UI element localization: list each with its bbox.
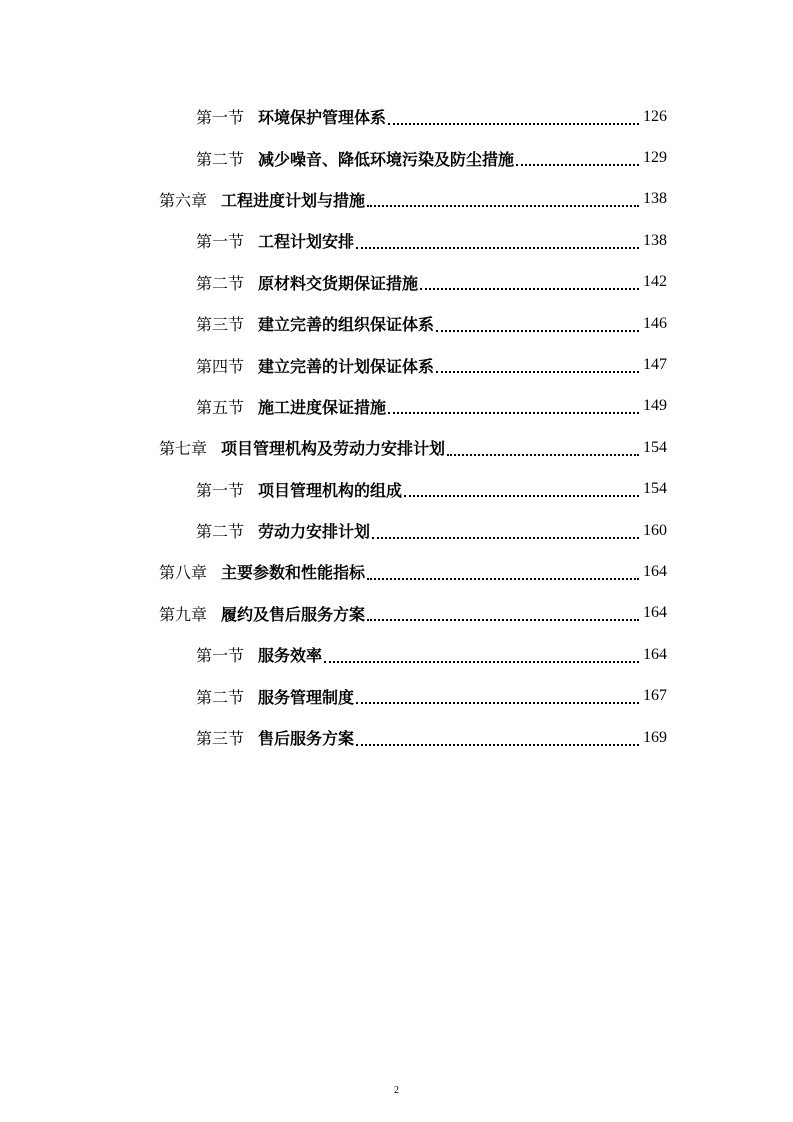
toc-entry[interactable]: [0, 675, 793, 716]
dot-leader: [367, 205, 639, 207]
toc-entry-number: 第三节: [196, 315, 245, 335]
toc-entry[interactable]: [0, 551, 793, 592]
toc-entry-number: 第七章: [159, 439, 208, 459]
toc-entry-title: 履约及售后服务方案: [221, 604, 366, 624]
dot-leader: [404, 495, 639, 497]
toc-entry-number: 第一节: [196, 480, 245, 500]
toc-entry-page: 142: [643, 273, 667, 291]
toc-entry[interactable]: [0, 386, 793, 427]
toc-entry-number: 第二节: [196, 522, 245, 542]
toc-entry-title: 工程进度计划与措施: [221, 190, 366, 210]
dot-leader: [436, 371, 639, 373]
toc-entry-page: 149: [643, 397, 667, 415]
toc-entry-page: 138: [643, 190, 667, 208]
toc-entry-page: 146: [643, 314, 667, 332]
toc-entry-number: 第二节: [196, 149, 245, 169]
toc-entry-title: 项目管理机构的组成: [258, 480, 403, 500]
toc-entry[interactable]: [0, 220, 793, 261]
toc-entry-title: 项目管理机构及劳动力安排计划: [221, 439, 446, 459]
page-number: 2: [394, 1085, 399, 1096]
toc-entry-page: 129: [643, 149, 667, 167]
toc-entry-page: 138: [643, 231, 667, 249]
toc-entry-title: 售后服务方案: [258, 729, 355, 749]
toc-entry[interactable]: [0, 510, 793, 551]
toc-entry-title: 服务效率: [258, 646, 323, 666]
toc-entry-page: 169: [643, 728, 667, 746]
dot-leader: [356, 744, 639, 746]
toc-entry-number: 第二节: [196, 687, 245, 707]
toc-entry[interactable]: [0, 303, 793, 344]
toc-entry-title: 建立完善的计划保证体系: [258, 356, 435, 376]
toc-entry-number: 第一节: [196, 646, 245, 666]
toc-entry-page: 164: [643, 562, 667, 580]
toc-entry-number: 第三节: [196, 729, 245, 749]
toc-entry-number: 第一节: [196, 108, 245, 128]
dot-leader: [367, 578, 639, 580]
dot-leader: [420, 288, 639, 290]
toc-entry[interactable]: [0, 634, 793, 675]
toc-entry-number: 第八章: [159, 563, 208, 583]
toc-entry-title: 减少噪音、降低环境污染及防尘措施: [258, 149, 515, 169]
toc-entry-page: 147: [643, 356, 667, 374]
table-of-contents: [0, 96, 793, 758]
toc-entry[interactable]: [0, 593, 793, 634]
toc-entry-number: 第九章: [159, 604, 208, 624]
toc-entry-title: 主要参数和性能指标: [221, 563, 366, 583]
toc-entry-number: 第六章: [159, 190, 208, 210]
toc-entry-title: 劳动力安排计划: [258, 522, 371, 542]
dot-leader: [367, 619, 639, 621]
dot-leader: [372, 537, 639, 539]
toc-entry[interactable]: [0, 344, 793, 385]
toc-entry[interactable]: [0, 427, 793, 468]
toc-entry-title: 建立完善的组织保证体系: [258, 315, 435, 335]
toc-entry[interactable]: [0, 96, 793, 137]
toc-entry-page: 154: [643, 480, 667, 498]
toc-entry-page: 126: [643, 107, 667, 125]
toc-entry[interactable]: [0, 137, 793, 178]
toc-entry-title: 环境保护管理体系: [258, 108, 387, 128]
dot-leader: [436, 330, 639, 332]
toc-entry[interactable]: [0, 262, 793, 303]
toc-entry-number: 第五节: [196, 397, 245, 417]
dot-leader: [324, 661, 639, 663]
toc-entry-number: 第一节: [196, 232, 245, 252]
toc-entry-number: 第四节: [196, 356, 245, 376]
toc-entry-title: 原材料交货期保证措施: [258, 273, 419, 293]
toc-entry-title: 工程计划安排: [258, 232, 355, 252]
toc-entry[interactable]: [0, 469, 793, 510]
dot-leader: [356, 247, 639, 249]
dot-leader: [447, 454, 639, 456]
dot-leader: [388, 123, 639, 125]
toc-entry-page: 164: [643, 604, 667, 622]
toc-entry-title: 服务管理制度: [258, 687, 355, 707]
dot-leader: [516, 164, 639, 166]
toc-entry[interactable]: [0, 179, 793, 220]
toc-entry-page: 154: [643, 438, 667, 456]
toc-entry-title: 施工进度保证措施: [258, 397, 387, 417]
toc-entry-number: 第二节: [196, 273, 245, 293]
dot-leader: [388, 412, 639, 414]
toc-entry-page: 164: [643, 645, 667, 663]
toc-entry[interactable]: [0, 717, 793, 758]
toc-entry-page: 167: [643, 687, 667, 705]
toc-entry-page: 160: [643, 521, 667, 539]
dot-leader: [356, 702, 639, 704]
